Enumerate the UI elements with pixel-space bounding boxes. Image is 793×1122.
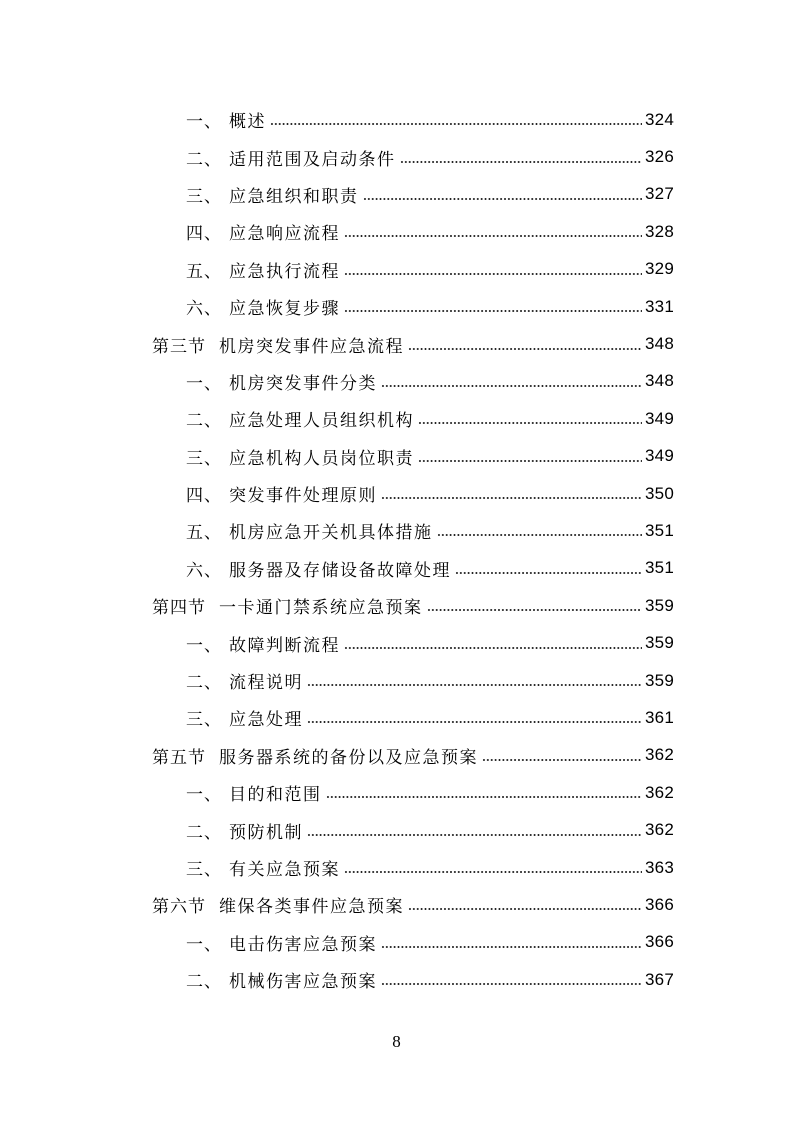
toc-entry-prefix: 四、 (186, 224, 222, 245)
toc-entry-9[interactable] (0, 400, 793, 437)
toc-entry-title: 适用范围及启动条件 (229, 149, 396, 170)
toc-section-entry-4[interactable] (0, 587, 793, 624)
toc-entry-title: 应急执行流程 (229, 261, 340, 282)
dot-leader (455, 572, 642, 574)
toc-entry-page-number: 366 (645, 894, 674, 914)
toc-entry-prefix: 三、 (186, 710, 222, 731)
toc-entry-title: 机械伤害应急预案 (229, 972, 377, 993)
toc-entry-12[interactable] (0, 512, 793, 549)
toc-entry-1[interactable] (0, 101, 793, 138)
toc-entry-page-number: 348 (645, 334, 674, 354)
toc-entry-title: 突发事件处理原则 (229, 486, 377, 507)
dot-leader (427, 609, 643, 611)
toc-entry-page-number: 328 (645, 221, 674, 241)
toc-entry-title: 应急恢复步骤 (229, 299, 340, 320)
toc-entry-16[interactable] (0, 662, 793, 699)
toc-section-entry-6[interactable] (0, 886, 793, 923)
toc-section-title: 维保各类事件应急预案 (219, 897, 404, 918)
toc-entry-page-number: 326 (645, 147, 674, 167)
toc-entry-page-number: 351 (645, 520, 674, 540)
toc-entry-13[interactable] (0, 550, 793, 587)
toc-entry-5[interactable] (0, 251, 793, 288)
page-footer-number: 8 (392, 1032, 401, 1051)
toc-entry-page-number: 363 (645, 857, 674, 877)
toc-entry-page-number: 362 (645, 745, 674, 765)
toc-entry-page-number: 351 (645, 558, 674, 578)
toc-entry-prefix: 二、 (186, 822, 222, 843)
dot-leader (408, 908, 642, 910)
toc-entry-page-number: 327 (645, 184, 674, 204)
toc-entry-page-number: 367 (645, 969, 674, 989)
dot-leader (326, 796, 643, 798)
toc-entry-page-number: 331 (645, 296, 674, 316)
toc-entry-title: 应急处理人员组织机构 (229, 411, 414, 432)
toc-entry-page-number: 359 (645, 670, 674, 690)
toc-entry-prefix: 三、 (186, 448, 222, 469)
toc-entry-prefix: 五、 (186, 523, 222, 544)
dot-leader (437, 534, 643, 536)
toc-entry-title: 应急处理 (229, 710, 303, 731)
toc-entry-title: 概述 (229, 112, 266, 133)
dot-leader (408, 348, 642, 350)
toc-entry-page-number: 329 (645, 259, 674, 279)
toc-entry-19[interactable] (0, 774, 793, 811)
toc-section-title: 服务器系统的备份以及应急预案 (219, 747, 478, 768)
toc-entry-8[interactable] (0, 363, 793, 400)
toc-entry-prefix: 一、 (186, 373, 222, 394)
dot-leader (344, 310, 642, 312)
table-of-contents (0, 101, 793, 998)
toc-entry-prefix: 一、 (186, 635, 222, 656)
toc-entry-page-number: 349 (645, 446, 674, 466)
toc-entry-6[interactable] (0, 288, 793, 325)
toc-entry-prefix: 二、 (186, 673, 222, 694)
dot-leader (400, 161, 643, 163)
toc-entry-prefix: 三、 (186, 186, 222, 207)
dot-leader (344, 273, 642, 275)
toc-section-number: 第六节 (152, 897, 206, 918)
toc-entry-prefix: 一、 (186, 785, 222, 806)
toc-entry-prefix: 二、 (186, 411, 222, 432)
toc-entry-4[interactable] (0, 213, 793, 250)
dot-leader (381, 385, 642, 387)
dot-leader (381, 946, 642, 948)
toc-entry-15[interactable] (0, 624, 793, 661)
toc-entry-page-number: 359 (645, 595, 674, 615)
toc-entry-prefix: 一、 (186, 934, 222, 955)
toc-entry-title: 机房突发事件分类 (229, 373, 377, 394)
dot-leader (363, 198, 643, 200)
toc-entry-title: 应急机构人员岗位职责 (229, 448, 414, 469)
toc-entry-page-number: 348 (645, 371, 674, 391)
toc-entry-10[interactable] (0, 438, 793, 475)
toc-entry-2[interactable] (0, 138, 793, 175)
toc-entry-page-number: 359 (645, 633, 674, 653)
toc-entry-prefix: 三、 (186, 860, 222, 880)
dot-leader (307, 684, 642, 686)
toc-entry-title: 目的和范围 (229, 785, 322, 806)
dot-leader (344, 871, 642, 873)
toc-entry-page-number: 361 (645, 707, 674, 727)
toc-entry-21[interactable] (0, 849, 793, 886)
toc-entry-prefix: 二、 (186, 149, 222, 170)
toc-entry-page-number: 366 (645, 932, 674, 952)
toc-entry-title: 应急组织和职责 (229, 186, 359, 207)
toc-section-title: 一卡通门禁系统应急预案 (219, 598, 423, 619)
toc-entry-title: 应急响应流程 (229, 224, 340, 245)
toc-entry-prefix: 六、 (186, 560, 222, 581)
toc-entry-title: 服务器及存储设备故障处理 (229, 560, 451, 581)
dot-leader (482, 759, 642, 761)
toc-section-title: 机房突发事件应急流程 (219, 336, 404, 357)
dot-leader (418, 422, 642, 424)
dot-leader (381, 497, 642, 499)
dot-leader (307, 834, 642, 836)
toc-entry-prefix: 二、 (186, 972, 222, 993)
toc-entry-prefix: 五、 (186, 261, 222, 282)
toc-section-number: 第四节 (152, 598, 206, 619)
toc-entry-title: 故障判断流程 (229, 635, 340, 656)
toc-section-entry-3[interactable] (0, 325, 793, 362)
toc-entry-20[interactable] (0, 811, 793, 848)
toc-entry-prefix: 四、 (186, 486, 222, 507)
toc-entry-page-number: 324 (645, 109, 674, 129)
toc-section-number: 第五节 (152, 747, 206, 768)
toc-entry-title: 流程说明 (229, 673, 303, 694)
toc-entry-11[interactable] (0, 475, 793, 512)
toc-entry-page-number: 362 (645, 782, 674, 802)
dot-leader (418, 460, 642, 462)
toc-entry-title: 预防机制 (229, 822, 303, 843)
toc-entry-page-number: 362 (645, 820, 674, 840)
toc-entry-page-number: 350 (645, 483, 674, 503)
dot-leader (344, 647, 642, 649)
toc-entry-page-number: 349 (645, 408, 674, 428)
toc-entry-23[interactable] (0, 924, 793, 961)
toc-section-number: 第三节 (152, 336, 206, 357)
toc-entry-17[interactable] (0, 699, 793, 736)
toc-entry-title: 机房应急开关机具体措施 (229, 523, 433, 544)
dot-leader (307, 721, 642, 723)
toc-entry-24[interactable] (0, 961, 793, 998)
dot-leader (344, 235, 642, 237)
dot-leader (381, 983, 642, 985)
toc-entry-prefix: 一、 (186, 112, 222, 133)
dot-leader (270, 123, 642, 125)
toc-entry-title: 电击伤害应急预案 (229, 934, 377, 955)
toc-entry-prefix: 六、 (186, 299, 222, 320)
toc-entry-title: 有关应急预案 (229, 860, 340, 880)
toc-entry-3[interactable] (0, 176, 793, 213)
toc-section-entry-5[interactable] (0, 737, 793, 774)
